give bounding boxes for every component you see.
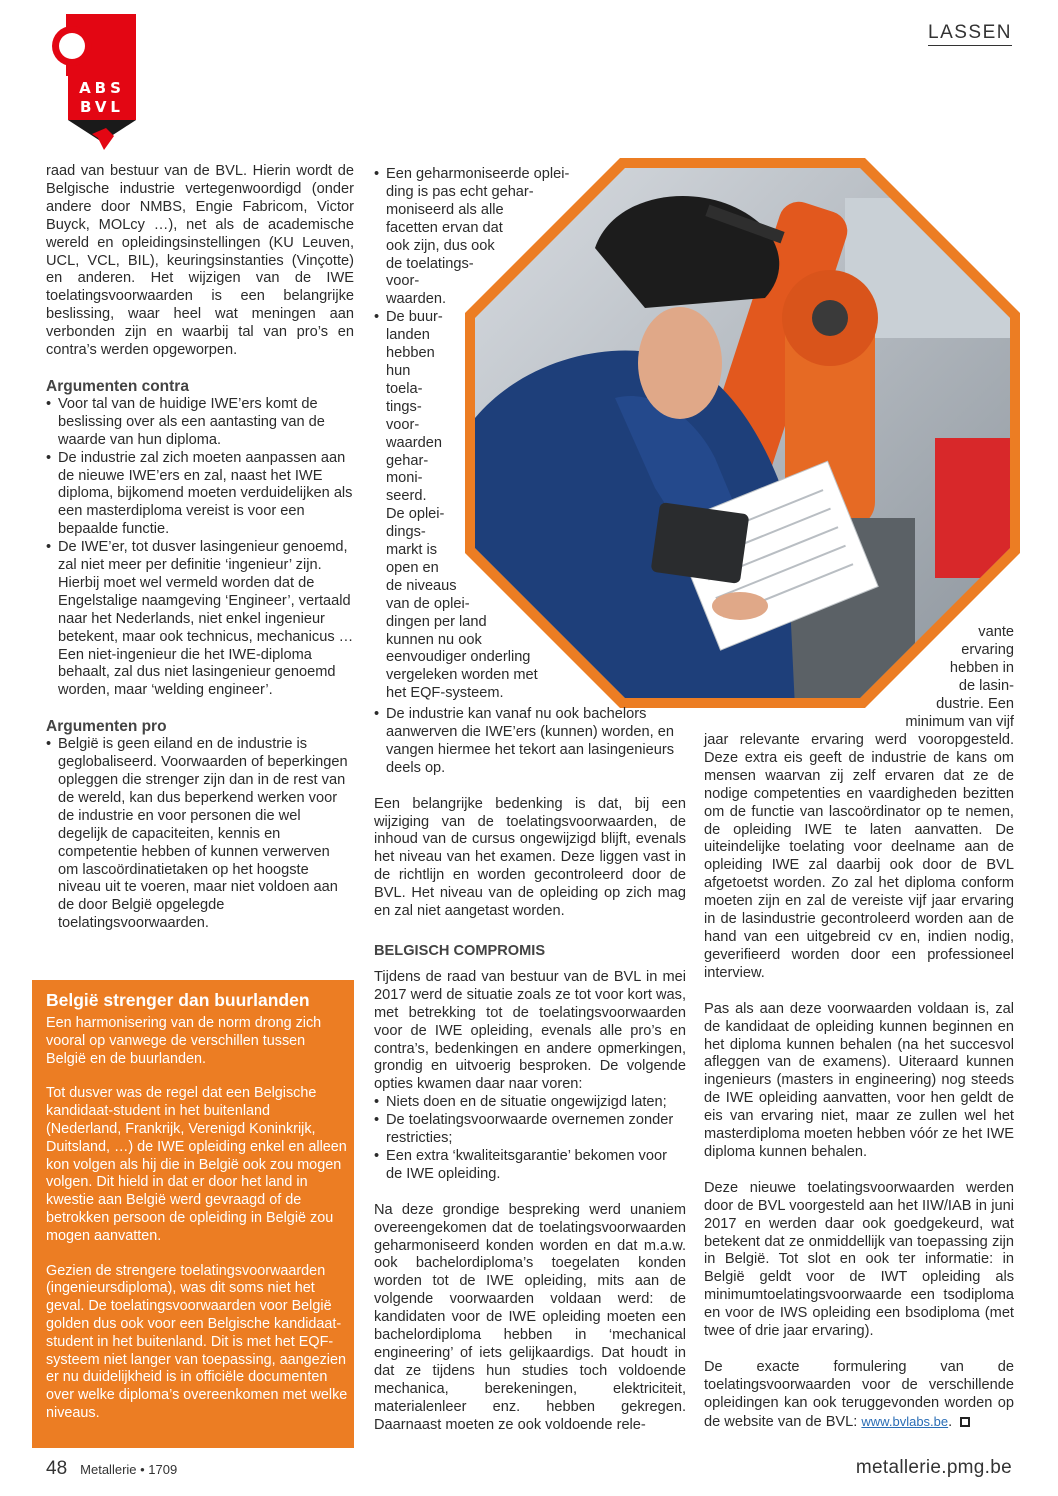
list-item: • België is geen eiland en de industrie is geglobaliseerd. Voorwaarden of beperkingen opleggen die strenger zijn dan in de rest van de wereld, kan dus beperkend werken voor de industrie en voor personen die wel degelijk de capaciteiten, kennis en competentie hebben of kunnen verwerven om lascoördinatietaken op het hoogste niveau uit te voeren, maar niet voldoen aan de door België opgelegde toelatingsvoorwaarden. [46,736,354,933]
column-3-wrap: vante ervaring hebben in de lasin- dustrie. Een minimum van vijf [905,624,1014,730]
list-item: • Een geharmoniseerde oplei- ding is pas echt gehar- moniseerd als alle facetten ervan dat ook zijn, dus ook de toelatings- voor- waarden. [374,166,584,309]
list-item: • Een extra ‘kwaliteitsgarantie’ bekomen voor de IWE opleiding. [374,1148,686,1184]
list-item: • De toelatingsvoorwaarde overnemen zonder restricties; [374,1112,686,1148]
logo-text-abs: ABS [79,79,125,97]
body-paragraph: Tijdens de raad van bestuur van de BVL in mei 2017 werd de situatie zoals ze tot voor kort was, met betrekking tot de toelatingsvoorwaarden voor de IWE opleiding, evenals alle pro’s en contra’s, bedenkingen en andere opmerkingen, grondig en uitvoerig besproken. De volgende opties kwamen daar naar voren: [374,968,686,1093]
footer-site: metallerie.pmg.be [855,1457,1012,1478]
body-paragraph: Een belangrijke bedenking is dat, bij een wijziging van de toelatingsvoorwaarden, de inhoud van de cursus ongewijzigd blijft, evenals het niveau van het examen. Deze liggen vast in de richtlijn en worden gecontroleerd door de BVL. Het niveau van de opleiding op zich mag en zal niet aangetast worden. [374,795,686,920]
column-1 [46,163,354,933]
pro-list [46,736,354,933]
body-paragraph: De exacte formulering van de toelatingsvoorwaarden voor de verschillende opleidingen kan ook teruggevonden worden op de website van de BVL: www.bvlabs.be. [704,1359,1014,1430]
abs-bvl-logo [52,12,136,152]
section-label: LASSEN [928,22,1012,46]
harmonisation-list [374,706,686,778]
body-paragraph: Deze nieuwe toelatingsvoorwaarden werden door de BVL voorgesteld aan het IIW/IAB in juni 2017 en werden daar ook goedgekeurd, wat betekent dat ze onmiddellijk van toepassing zijn in België. Tot slot en ook ter informatie: in België geldt voor de IWT opleiding als minimumtoelatingsvoorwaarde een tsodiploma en voor de IWS opleiding een bsodiploma (met twee of drie jaar ervaring). [704,1179,1014,1340]
contra-heading: Argumenten contra [46,377,189,395]
body-paragraph: jaar relevante ervaring werd vooropgesteld. Deze extra eis geeft de industrie de kans om mensen waarvan zij zelf ervaren dat ze de nodige competenties en vaardigheden bezitten om de functie van lascoördinator op te nemen, de opleiding IWE te laten aanvatten. De uiteindelijke toelating voor deelname aan de opleiding IWE zal daarbij ook door de BVL afgetoetst worden. Zo zal het diploma conform moeten zijn en zal de vereiste vijf jaar ervaring in de lasindustrie gecontroleerd worden aan de hand van een uitgebreid cv en, indien nodig, geverifieerd worden door een professioneel interview. [704,732,1014,981]
contra-list [46,396,354,700]
footer-left [46,1458,177,1480]
list-item: • De industrie zal zich moeten aanpassen aan de nieuwe IWE’ers en zal, naast het IWE diploma, bijkomend moeten verduidelijken als een masterdiploma vereist is voor een bepaalde functie. [46,450,354,540]
box-paragraph: Gezien de strengere toelatingsvoorwaarden (ingenieursdiploma), was dit soms niet het geval. De toelatingsvoorwaarden voor België golden dus ook voor een Belgische kandidaat-student in het buitenland. Dit is met het EQF-systeem niet langer van toepassing, aangezien er nu duidelijkheid is in officiële documenten over welke diploma’s overeenkomen met welke niveaus. [46,1262,348,1421]
section-heading: BELGISCH COMPROMIS [374,942,546,959]
page-number: 48 [46,1458,68,1479]
list-item: • De industrie kan vanaf nu ook bachelors aanwerven die IWE’ers (kunnen) worden, en vangen hiermee het tekort aan lasingenieurs deels op. [374,706,686,778]
end-mark-icon [960,1417,970,1427]
options-list [374,1094,686,1184]
list-item: • Voor tal van de huidige IWE’ers komt de beslissing over als een aantasting van de waarde van hun diploma. [46,396,354,450]
body-paragraph: Pas als aan deze voorwaarden voldaan is, zal de kandidaat de opleiding kunnen beginnen en het diploma kunnen behalen (na het succesvol afleggen van de examens). Uiteraard kunnen ingenieurs (masters in engineering) nog steeds de IWE opleiding aanvatten, voor hen geldt de eis van ervaring niet, maar ze zullen wel het masterdiploma moeten hebben vóór ze het IWE diploma kunnen behalen. [704,1000,1014,1160]
box-paragraph: Een harmonisering van de norm drong zich vooral op vanwege de verschillen tussen België en de buurlanden. [46,1015,322,1067]
logo-text-bvl: BVL [80,98,124,116]
intro-paragraph: raad van bestuur van de BVL. Hierin wordt de Belgische industrie vertegenwoordigd (onder andere door NMBS, Engie Fabricom, Victor Buyck, MOLcy …), net als de academische wereld en opleidingsinstellingen (KU Leuven, UCL, VCL, BIL), keuringsinstanties (Vinçotte) en anderen. Het wijzigen van de IWE toelatingsvoorwaarden is een belangrijke beslissing, waar heel wat meningen aan verbonden zijn en waarbij tal van pro’s en contra’s werden opgeworpen. [46,163,354,359]
box-paragraph: Tot dusver was de regel dat een Belgische kandidaat-student in het buitenland (Nederland, Frankrijk, Verenigd Koninkrijk, Duitsland, …) de IWE opleiding enkel en alleen kon volgen als hij die in België ook zou mogen volgen. Dit hield in dat er door het land in kwestie aan België werd gevraagd of de betrokken persoon de opleiding in België zou mogen aanvatten. [46,1085,347,1244]
list-item: • De buur- landen hebben hun toela- tings- voor- waarden gehar- moni- seerd. De oplei- dings- markt is open en de niveaus van de oplei- dingen per land kunnen nu ook eenvoudiger onderling vergeleken worden met het EQF-systeem. [374,309,584,703]
list-item: • De IWE’er, tot dusver lasingenieur genoemd, zal niet meer per definitie ‘ingenieur’ zijn. Hierbij moet wel vermeld worden dat de Engelstalige naamgeving ‘Engineer’, vertaald naar het Nederlands, niet enkel ingenieur betekent, maar ook technicus, mechanicus … Een niet-ingenieur die het IWE-diploma behaalt, zal dus niet lasingenieur genoemd worden, maar ‘welding engineer’. [46,539,354,700]
column-3 [704,732,1014,1432]
sidebar-box [32,980,354,1448]
pro-heading: Argumenten pro [46,718,167,736]
bvl-website-link[interactable]: www.bvlabs.be [861,1413,949,1429]
body-paragraph: Na deze grondige bespreking werd unaniem overeengekomen dat de toelatingsvoorwaarden geharmoniseerd konden worden en dat m.a.w. ook bachelordiploma’s toegelaten konden worden tot de IWE opleiding, mits aan de volgende voorwaarden voldaan werd: de kandidaten voor de IWE opleiding moeten een bachelordiploma hebben in ‘mechanical engineering’ of iets gelijkaardigs. Dat houdt in dat ze tijdens hun studies toch voldoende mechanica, berekeningen, elektriciteit, materialenleer enz. hebben gekregen. Daarnaast moeten ze ook voldoende rele- [374,1201,686,1433]
column-2 [374,706,686,1435]
magazine-issue: Metallerie • 1709 [80,1462,178,1477]
box-title: België strenger dan buurlanden [46,990,310,1010]
list-item: • Niets doen en de situatie ongewijzigd laten; [374,1094,686,1112]
column-2-bullets [374,166,584,703]
